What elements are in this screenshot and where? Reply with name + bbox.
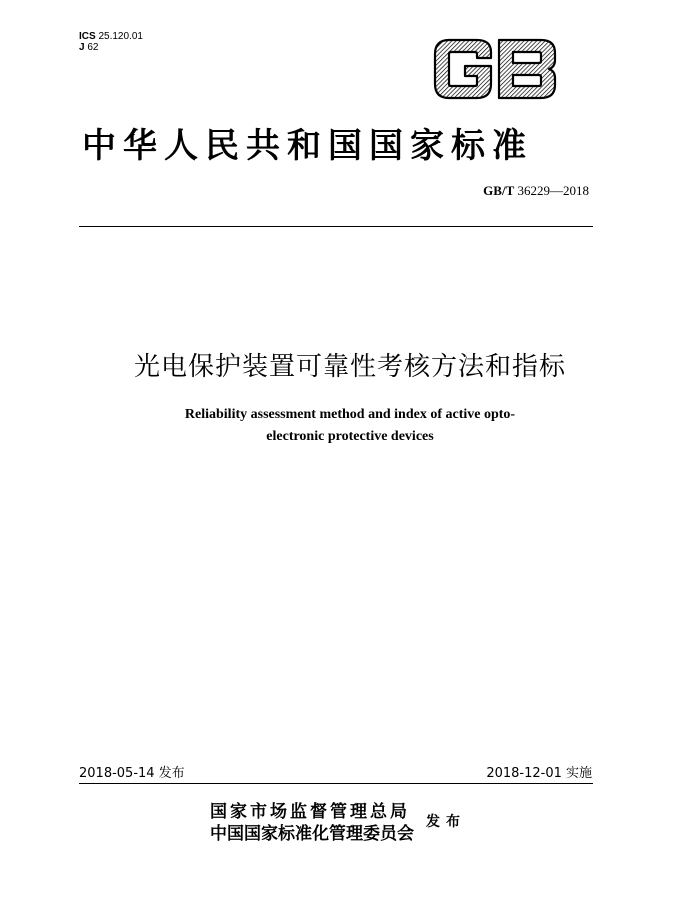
issuer-block (210, 801, 414, 845)
standard-title: 中华人民共和国国家标准 (82, 126, 533, 166)
bottom-divider (79, 783, 593, 784)
document-title-en (0, 404, 700, 448)
standard-code (483, 183, 589, 199)
ics-code: 25.120.01 (98, 31, 143, 42)
document-title-cn: 光电保护装置可靠性考核方法和指标 (133, 352, 566, 382)
issue-action: 发布 (426, 814, 466, 830)
issuer-line2: 中国国家标准化管理委员会 (210, 824, 414, 844)
gb-logo-icon (433, 38, 558, 100)
ccs-code: 62 (87, 42, 99, 53)
standard-code-number: 36229—2018 (517, 183, 589, 198)
issue-date: 2018-05-14 发布 (79, 766, 185, 781)
top-divider (79, 226, 593, 227)
document-title-en-line1: Reliability assessment method and index of active opto- (184, 407, 516, 422)
ccs-line (79, 42, 143, 53)
ics-label: ICS (79, 31, 96, 42)
issuer-line1: 国家市场监督管理总局 (210, 802, 410, 822)
implement-date: 2018-12-01 实施 (486, 766, 592, 781)
ics-block (79, 31, 143, 53)
ics-line (79, 31, 143, 42)
standard-code-prefix: GB/T (483, 183, 515, 198)
document-title-en-line2: electronic protective devices (266, 429, 434, 444)
ccs-label: J (79, 42, 85, 53)
